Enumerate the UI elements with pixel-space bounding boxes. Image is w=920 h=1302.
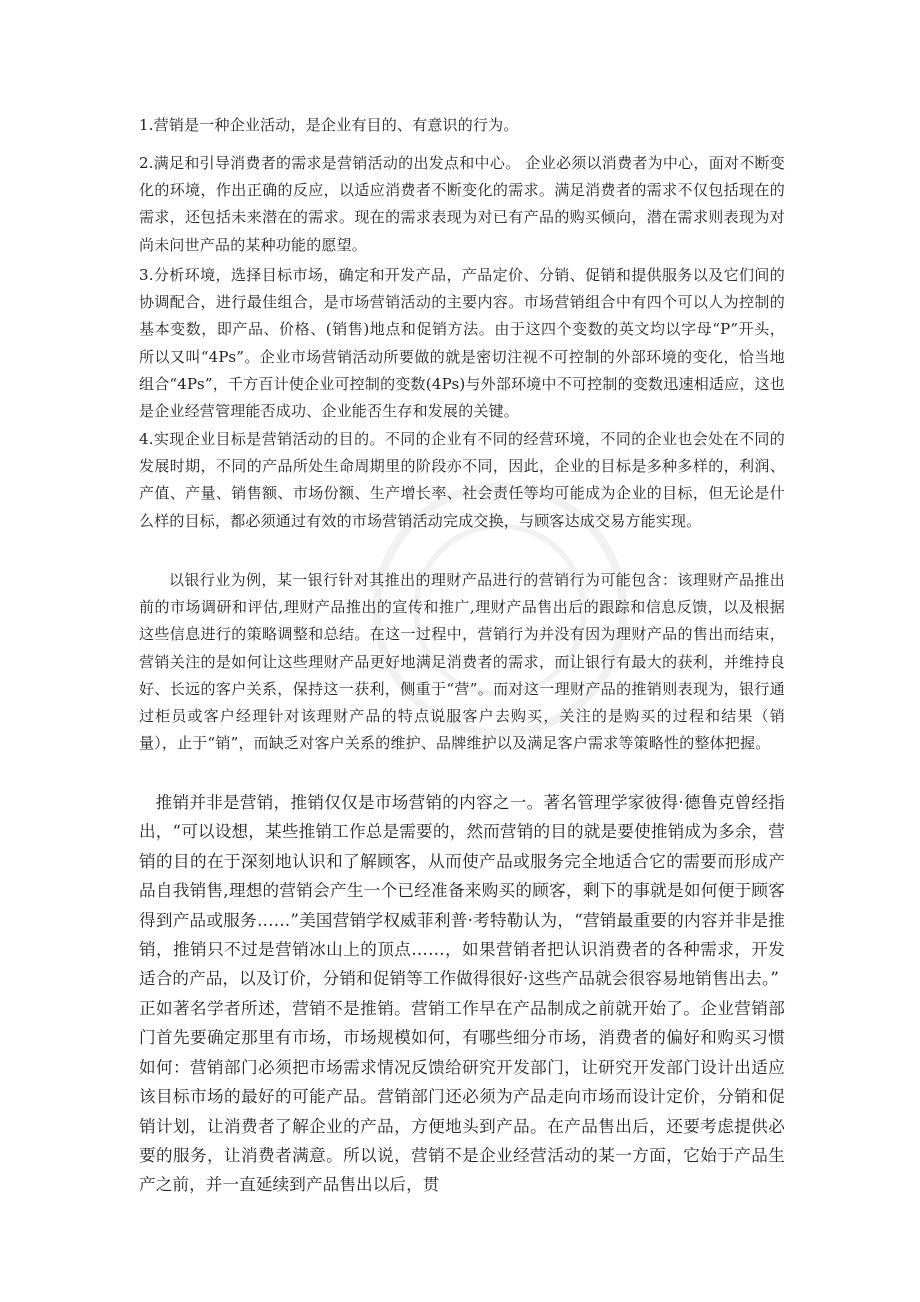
paragraph-selling-vs-marketing: 推销并非是营销，推销仅仅是市场营销的内容之一。著名管理学家彼得·德鲁克曾经指出，“可以设想，某些推销工作总是需要的，然而营销的目的就是要使推销成为多余，营销的目的在于深刻地认识和了解顾客，从而使产品或服务完全地适合它的需要而形成产品自我销售,理想的营销会产生一个已经准备来购买的顾客，剩下的事就是如何便于顾客得到产品或服务……”美国营销学权威菲利普·考特勒认为，“营销最重要的内容并非是推销，推销只不过是营销冰山上的顶点……，如果营销者把认识消费者的各种需求，开发适合的产品，以及订价，分销和促销等工作做得很好·这些产品就会很容易地销售出去。” [139, 793, 785, 989]
paragraph-bank-example: 以银行业为例，某一银行针对其推出的理财产品进行的营销行为可能包含：该理财产品推出前的市场调研和评估,理财产品推出的宣传和推广,理财产品售出后的跟踪和信息反馈，以及根据这些信息进行的策略调整和总结。在这一过程中，营销行为并没有因为理财产品的售出而结束，营销关注的是如何让这些理财产品更好地满足消费者的需求，而让银行有最大的获利，并维持良好、长远的客户关系，保持这一获利，侧重于“营”。而对这一理财产品的推销则表现为，银行通过柜员或客户经理针对该理财产品的特点说服客户去购买，关注的是购买的过程和结果（销量），止于“销”，而缺乏对客户关系的维护、品牌维护以及满足客户需求等策略性的整体把握。 [139, 571, 785, 753]
paragraph-point-2: 2.满足和引导消费者的需求是营销活动的出发点和中心。 企业必须以消费者为中心，面对不断变化的环境，作出正确的反应，以适应消费者不断变化的需求。满足消费者的需求不仅包括现在的需求，还包括未来潜在的需求。现在的需求表现为对已有产品的购买倾向，潜在需求则表现为对尚未问世产品的某种功能的愿望。 [139, 154, 785, 254]
paragraph-point-3: 3.分析环境，选择目标市场，确定和开发产品，产品定价、分销、促销和提供服务以及它们间的协调配合，进行最佳组合，是市场营销活动的主要内容。市场营销组合中有四个可以人为控制的基本变数，即产品、价格、(销售)地点和促销方法。由于这四个变数的英文均以字母“P”开头，所以又叫“4Ps”。企业市场营销活动所要做的就是密切注视不可控制的外部环境的变化，恰当地组合“4Ps”，千方百计使企业可控制的变数(4Ps)与外部环境中不可控制的变数迅速相适应，这也是企业经营管理能否成功、企业能否生存和发展的关键。 [139, 266, 785, 421]
paragraph-conclusion: 正如著名学者所述，营销不是推销。营销工作早在产品制成之前就开始了。企业营销部门首先要确定那里有市场，市场规模如何，有哪些细分市场，消费者的偏好和购买习惯如何：营销部门必须把市场需求情况反馈给研究开发部门，让研究开发部门设计出适应该目标市场的最好的可能产品。营销部门还必须为产品走向市场而设计定价，分销和促销计划，让消费者了解企业的产品，方便地头到产品。在产品售出后，还要考虑提供必要的服务，让消费者满意。所以说，营销不是企业经营活动的某一方面，它始于产品生产之前，并一直延续到产品售出以后，贯 [139, 999, 785, 1195]
paragraph-point-4: 4.实现企业目标是营销活动的目的。不同的企业有不同的经营环境，不同的企业也会处在不同的发展时期，不同的产品所处生命周期里的阶段亦不同，因此，企业的目标是多种多样的，利润、产值、产量、销售额、市场份额、生产增长率、社会责任等均可能成为企业的目标，但无论是什么样的目标，都必须通过有效的市场营销活动完成交换，与顾客达成交易方能实现。 [139, 430, 785, 530]
paragraph-point-1: 1.营销是一种企业活动，是企业有目的、有意识的行为。 [139, 116, 519, 134]
